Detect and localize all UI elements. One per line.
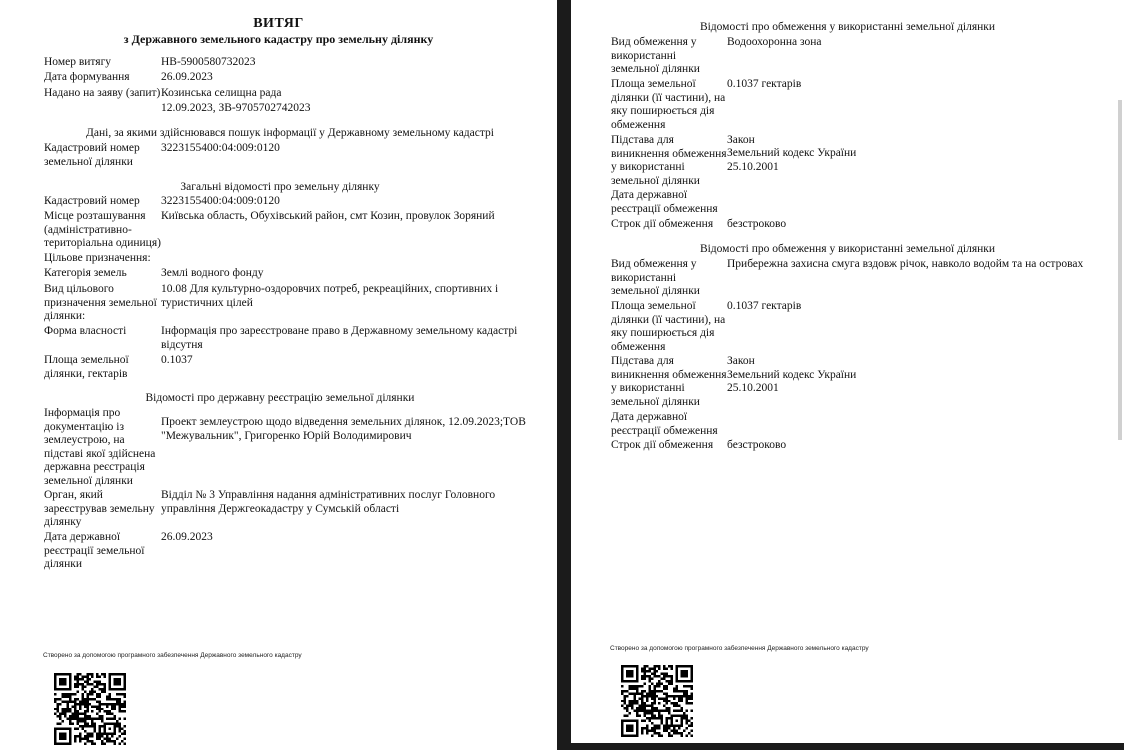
- usage-value: 10.08 Для культурно-оздоровчих потреб, рекреаційних, спортивних і туристичних цілей: [161, 283, 499, 309]
- document-page-right: [571, 0, 1124, 743]
- section-heading-registration: Відомості про державну реєстрацію земельної ділянки: [145, 392, 415, 404]
- documentation-value: Проект землеустрою щодо відведення земельних ділянок, 12.09.2023;ТОВ "Межувальник", Григоренко Юрій Володимирович: [161, 416, 526, 442]
- formation-date-value: 26.09.2023: [161, 71, 213, 83]
- page-footer: Створено за допомогою програмного забезпечення Державного земельного кадастру: [43, 652, 302, 659]
- restriction-1-basis-line3: 25.10.2001: [727, 161, 779, 173]
- restriction-2-regdate-label: Дата державної реєстрації обмеження: [611, 411, 718, 437]
- location-value: Київська область, Обухівський район, смт Козин, провулок Зоряний: [161, 210, 495, 222]
- restriction-2-basis-line1: Закон: [727, 355, 755, 367]
- documentation-label: Інформація про документацію із землеустрою, на підставі якої здійснена державна реєстрація земельної ділянки: [44, 407, 156, 487]
- search-cadastral-label: Кадастровий номер земельної ділянки: [44, 142, 140, 168]
- restriction-1-regdate-label: Дата державної реєстрації обмеження: [611, 189, 718, 215]
- document-subtitle: з Державного земельного кадастру про земельну ділянку: [123, 32, 434, 46]
- restriction-1-basis-line2: Земельний кодекс України: [727, 147, 857, 159]
- area-value: 0.1037: [161, 354, 193, 366]
- authority-value: Відділ № 3 Управління надання адміністративних послуг Головного управління Держгеокадастру у Сумській області: [161, 489, 496, 515]
- request-value-line2: 12.09.2023, ЗВ-9705702742023: [161, 102, 311, 114]
- restriction-2-area-label: Площа земельної ділянки (її частини), на яку поширюється дія обмеження: [611, 300, 726, 353]
- restriction-2-basis-line2: Земельний кодекс України: [727, 369, 857, 381]
- cadastral-number-label: Кадастровий номер: [44, 195, 140, 207]
- search-cadastral-value: 3223155400:04:009:0120: [161, 142, 280, 154]
- registration-date-label: Дата державної реєстрації земельної ділянки: [44, 531, 145, 570]
- restriction-1-basis-label: Підстава для виникнення обмеження у використанні земельної ділянки: [611, 134, 727, 187]
- location-label: Місце розташування (адміністративно-територіальна одиниця): [44, 210, 161, 249]
- restriction-2-term-value: безстроково: [727, 439, 787, 451]
- usage-label: Вид цільового призначення земельної ділянки:: [44, 283, 157, 322]
- request-value-line1: Козинська селищна рада: [161, 87, 282, 99]
- restriction-1-type-label: Вид обмеження у використанні земельної ділянки: [611, 36, 700, 75]
- formation-date-label: Дата формування: [44, 71, 130, 83]
- category-value: Землі водного фонду: [161, 267, 264, 279]
- restriction-2-area-value: 0.1037 гектарів: [727, 300, 802, 312]
- category-label: Категорія земель: [44, 267, 127, 279]
- extract-number-value: НВ-5900580732023: [161, 56, 256, 68]
- cadastral-number-value: 3223155400:04:009:0120: [161, 195, 280, 207]
- page-edge-shadow: [1118, 100, 1122, 440]
- section-heading-search: Дані, за якими здійснювався пошук інформації у Державному земельному кадастрі: [86, 127, 494, 139]
- restriction-2-basis-line3: 25.10.2001: [727, 382, 779, 394]
- restriction-2-term-label: Строк дії обмеження: [611, 439, 714, 451]
- request-label: Надано на заяву (запит): [44, 87, 161, 99]
- registration-date-value: 26.09.2023: [161, 531, 213, 543]
- section-heading-restriction-1: Відомості про обмеження у використанні земельної ділянки: [699, 21, 996, 33]
- ownership-label: Форма власності: [44, 325, 127, 337]
- restriction-2-basis-label: Підстава для виникнення обмеження у використанні земельної ділянки: [611, 355, 727, 408]
- page-footer: Створено за допомогою програмного забезпечення Державного земельного кадастру: [610, 645, 869, 652]
- restriction-2-type-label: Вид обмеження у використанні земельної ділянки: [611, 258, 700, 297]
- qr-code: [54, 673, 126, 745]
- qr-code: [621, 665, 693, 737]
- area-label: Площа земельної ділянки, гектарів: [44, 354, 129, 380]
- restriction-1-term-label: Строк дії обмеження: [611, 218, 714, 230]
- restriction-1-area-label: Площа земельної ділянки (її частини), на яку поширюється дія обмеження: [611, 78, 726, 131]
- restriction-1-area-value: 0.1037 гектарів: [727, 78, 802, 90]
- restriction-2-type-value: Прибережна захисна смуга вздовж річок, навколо водойм та на островах: [727, 258, 1084, 270]
- restriction-1-term-value: безстроково: [727, 218, 787, 230]
- section-heading-general: Загальні відомості про земельну ділянку: [180, 181, 380, 193]
- document-page-left: [0, 0, 557, 750]
- document-title: ВИТЯГ: [253, 16, 304, 31]
- authority-label: Орган, який зареєстрував земельну ділянку: [44, 489, 155, 528]
- extract-number-label: Номер витягу: [44, 56, 112, 68]
- ownership-value: Інформація про зареєстроване право в Державному земельному кадастрі відсутня: [161, 325, 518, 351]
- restriction-1-basis-line1: Закон: [727, 134, 755, 146]
- section-heading-restriction-2: Відомості про обмеження у використанні земельної ділянки: [699, 243, 996, 255]
- purpose-label: Цільове призначення:: [44, 252, 151, 264]
- restriction-1-type-value: Водоохоронна зона: [727, 36, 822, 48]
